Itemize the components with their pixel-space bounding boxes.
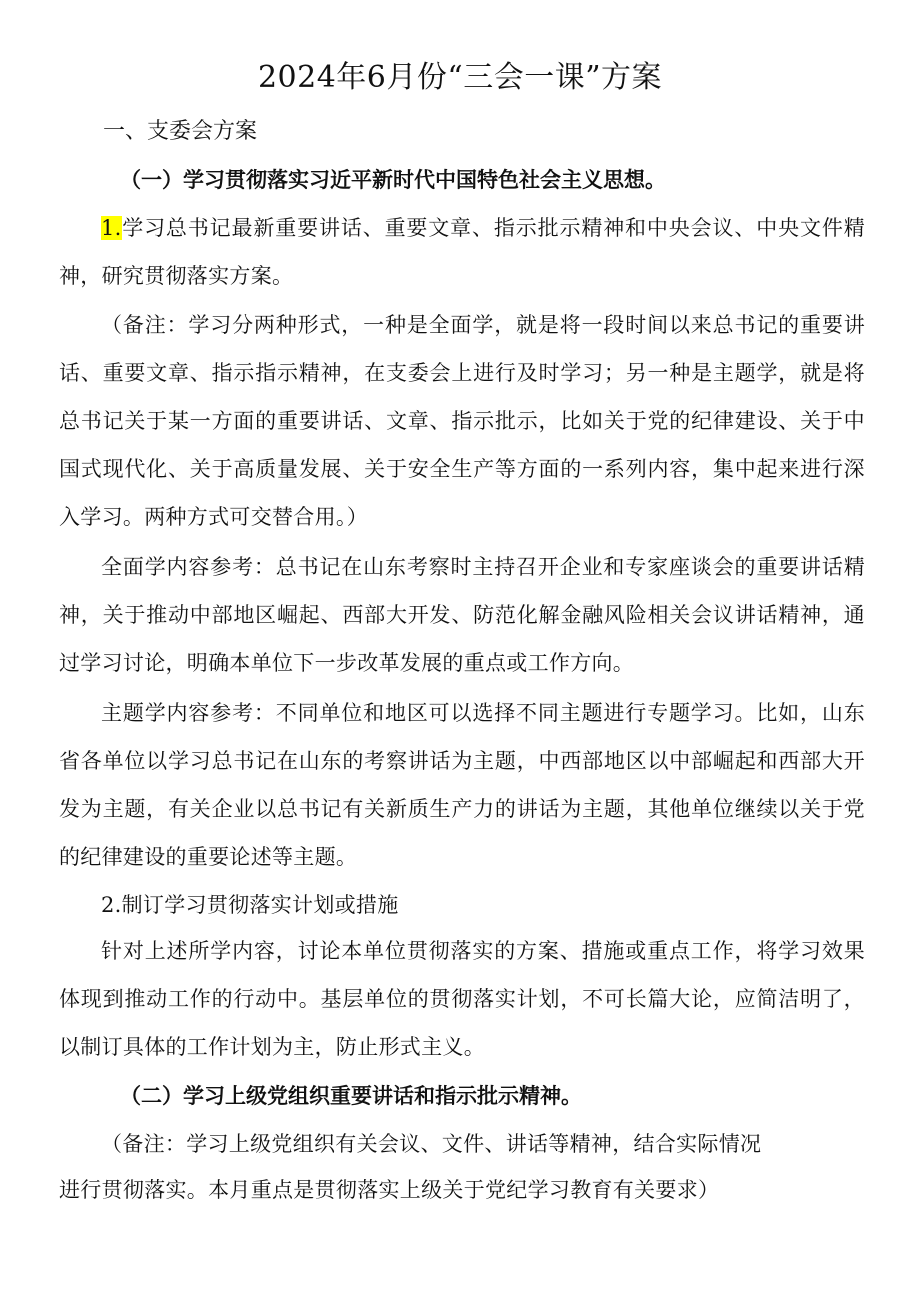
item-2-heading: 2.制订学习贯彻落实计划或措施 xyxy=(101,893,399,917)
theme-study-reference-paragraph: 主题学内容参考：不同单位和地区可以选择不同主题进行专题学习。比如，山东省各单位以学习总书记在山东的考察讲话为主题，中西部地区以中部崛起和西部大开发为主题，有关企业以总书记有关新质生产力的讲话为主题，其他单位继续以关于党的纪律建设的重要论述等主题。 xyxy=(59,701,865,869)
note-2-line-1: （备注：学习上级党组织有关会议、文件、讲话等精神，结合实际情况 xyxy=(101,1132,762,1156)
item-1-number: 1. xyxy=(101,216,122,240)
subsection-heading-2: （二）学习上级党组织重要讲话和指示批示精神。 xyxy=(120,1084,582,1108)
section-heading-branch-committee: 一、支委会方案 xyxy=(103,119,258,144)
item-1-text: 学习总书记最新重要讲话、重要文章、指示批示精神和中央会议、中央文件精神，研究贯彻落实方案。 xyxy=(59,216,865,288)
note-1-paragraph: （备注：学习分两种形式，一种是全面学，就是将一段时间以来总书记的重要讲话、重要文章、指示指示精神，在支委会上进行及时学习；另一种是主题学，就是将总书记关于某一方面的重要讲话、文章、指示批示，比如关于党的纪律建设、关于中国式现代化、关于高质量发展、关于安全生产等方面的一系列内容，集中起来进行深入学习。两种方式可交替合用。） xyxy=(59,313,865,529)
document-title: 2024年6月份“三会一课”方案 xyxy=(257,60,663,95)
full-study-reference-paragraph: 全面学内容参考：总书记在山东考察时主持召开企业和专家座谈会的重要讲话精神，关于推动中部地区崛起、西部大开发、防范化解金融风险相关会议讲话精神，通过学习讨论，明确本单位下一步改革发展的重点或工作方向。 xyxy=(59,555,865,675)
subsection-heading-1: （一）学习贯彻落实习近平新时代中国特色社会主义思想。 xyxy=(120,168,666,192)
item-1-paragraph xyxy=(59,204,865,300)
note-2-line-2: 进行贯彻落实。本月重点是贯彻落实上级关于党纪学习教育有关要求） xyxy=(59,1178,720,1202)
item-2-paragraph: 针对上述所学内容，讨论本单位贯彻落实的方案、措施或重点工作，将学习效果体现到推动工作的行动中。基层单位的贯彻落实计划，不可长篇大论，应简洁明了，以制订具体的工作计划为主，防止形式主义。 xyxy=(59,939,865,1059)
